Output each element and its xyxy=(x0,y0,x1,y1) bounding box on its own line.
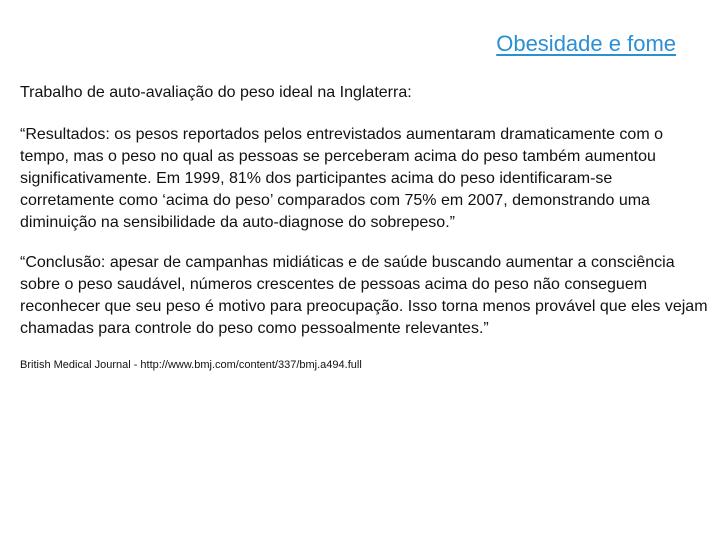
source-citation: British Medical Journal - http://www.bmj.com/content/337/bmj.a494.full xyxy=(20,359,362,371)
intro-text: Trabalho de auto-avaliação do peso ideal na Inglaterra: xyxy=(20,84,412,101)
slide-title: Obesidade e fome xyxy=(496,31,676,56)
results-quote: “Resultados: os pesos reportados pelos entrevistados aumentaram dramaticamente com o tempo, mas o peso no qual as pessoas se perceberam acima do peso também aumentou significativamente. Em 1999, 81% dos participantes acima do peso identificaram-se corretamente como ‘acima do peso’ comparados com 75% em 2007, demonstrando uma diminuição na sensibilidade da auto-diagnose do sobrepeso.” xyxy=(20,126,663,231)
conclusion-quote: “Conclusão: apesar de campanhas midiáticas e de saúde buscando aumentar a consciência sobre o peso saudável, números crescentes de pessoas acima do peso não conseguem reconhecer que seu peso é motivo para preocupação. Isso torna menos provável que eles vejam chamadas para controle do peso como pessoalmente relevantes.” xyxy=(20,254,708,337)
slide-content xyxy=(20,82,710,372)
